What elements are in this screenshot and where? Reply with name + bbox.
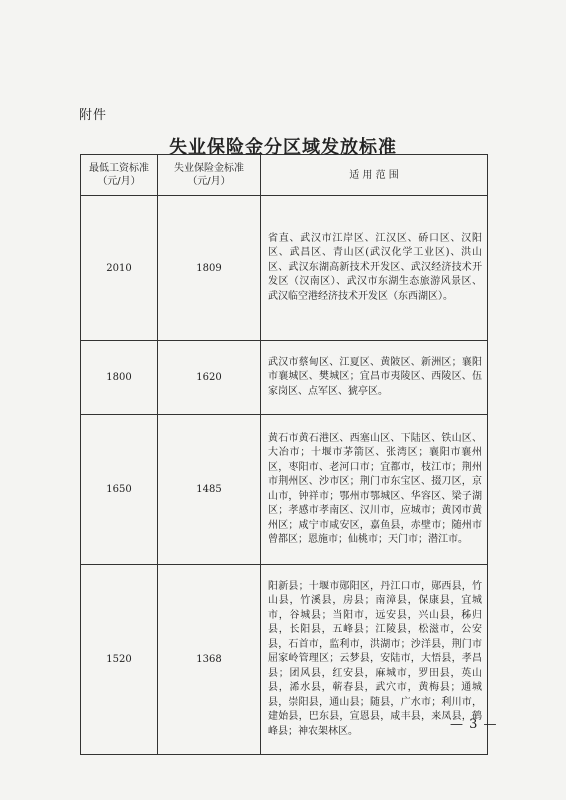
table-row xyxy=(81,196,488,341)
page-number: — 3 — xyxy=(450,717,498,732)
benefit-cell: 1809 xyxy=(158,196,261,341)
header-benefit xyxy=(158,155,261,196)
min-wage-cell: 1520 xyxy=(81,565,158,755)
header-min-wage xyxy=(81,155,158,196)
scope-cell: 省直、武汉市江岸区、江汉区、硚口区、汉阳区、武昌区、青山区(武汉化学工业区)、洪山区、武汉东湖高新技术开发区、武汉经济技术开发区（汉南区）、武汉市东湖生态旅游风景区、武汉临空港经济技术开发区（东西湖区）。 xyxy=(261,196,488,341)
header-scope: 适 用 范 围 xyxy=(261,155,488,196)
benefit-cell: 1620 xyxy=(158,341,261,415)
min-wage-cell: 1800 xyxy=(81,341,158,415)
document-title: 失业保险金分区域发放标准 xyxy=(169,137,397,158)
header-benefit-line2: （元/月） xyxy=(187,176,231,187)
attachment-label: 附件 xyxy=(79,108,108,123)
scope-cell: 黄石市黄石港区、西塞山区、下陆区、铁山区、大冶市；十堰市茅箭区、张湾区；襄阳市襄州区，枣阳市、老河口市；宜都市，枝江市；荆州市荆州区、沙市区；荆门市东宝区、掇刀区，京山市，钟祥市；鄂州市鄂城区、华容区、梁子湖区；孝感市孝南区、汉川市，应城市；黄冈市黄州区；咸宁市咸安区，嘉鱼县，赤壁市；随州市曾都区；恩施市；仙桃市；天门市；潜江市。 xyxy=(261,415,488,565)
table-header-row xyxy=(81,155,488,196)
benefit-cell: 1485 xyxy=(158,415,261,565)
table-row xyxy=(81,341,488,415)
scope-cell: 武汉市蔡甸区、江夏区、黄陂区、新洲区；襄阳市襄城区、樊城区；宜昌市夷陵区、西陵区、伍家岗区、点军区、猇亭区。 xyxy=(261,341,488,415)
standards-table xyxy=(80,154,488,755)
benefit-cell: 1368 xyxy=(158,565,261,755)
table-row xyxy=(81,415,488,565)
header-benefit-line1: 失业保险金标准 xyxy=(174,163,244,174)
scope-cell: 阳新县；十堰市郧阳区，丹江口市，郧西县，竹山县，竹溪县，房县；南漳县，保康县，宜城市，谷城县；当阳市，远安县，兴山县，秭归县，长阳县，五峰县；江陵县，松滋市，公安县，石首市，监利市，洪湖市；沙洋县，荆门市屈家岭管理区；云梦县，安陆市，大悟县，孝昌县；团风县，红安县，麻城市，罗田县，英山县，浠水县，蕲春县，武穴市，黄梅县；通城县，崇阳县，通山县；随县，广水市；利川市，建始县，巴东县，宣恩县，咸丰县，来凤县，鹤峰县；神农架林区。 xyxy=(261,565,488,755)
min-wage-cell: 2010 xyxy=(81,196,158,341)
table-row xyxy=(81,565,488,755)
header-min-wage-line2: （元/月） xyxy=(97,176,141,187)
header-min-wage-line1: 最低工资标准 xyxy=(89,163,149,174)
min-wage-cell: 1650 xyxy=(81,415,158,565)
